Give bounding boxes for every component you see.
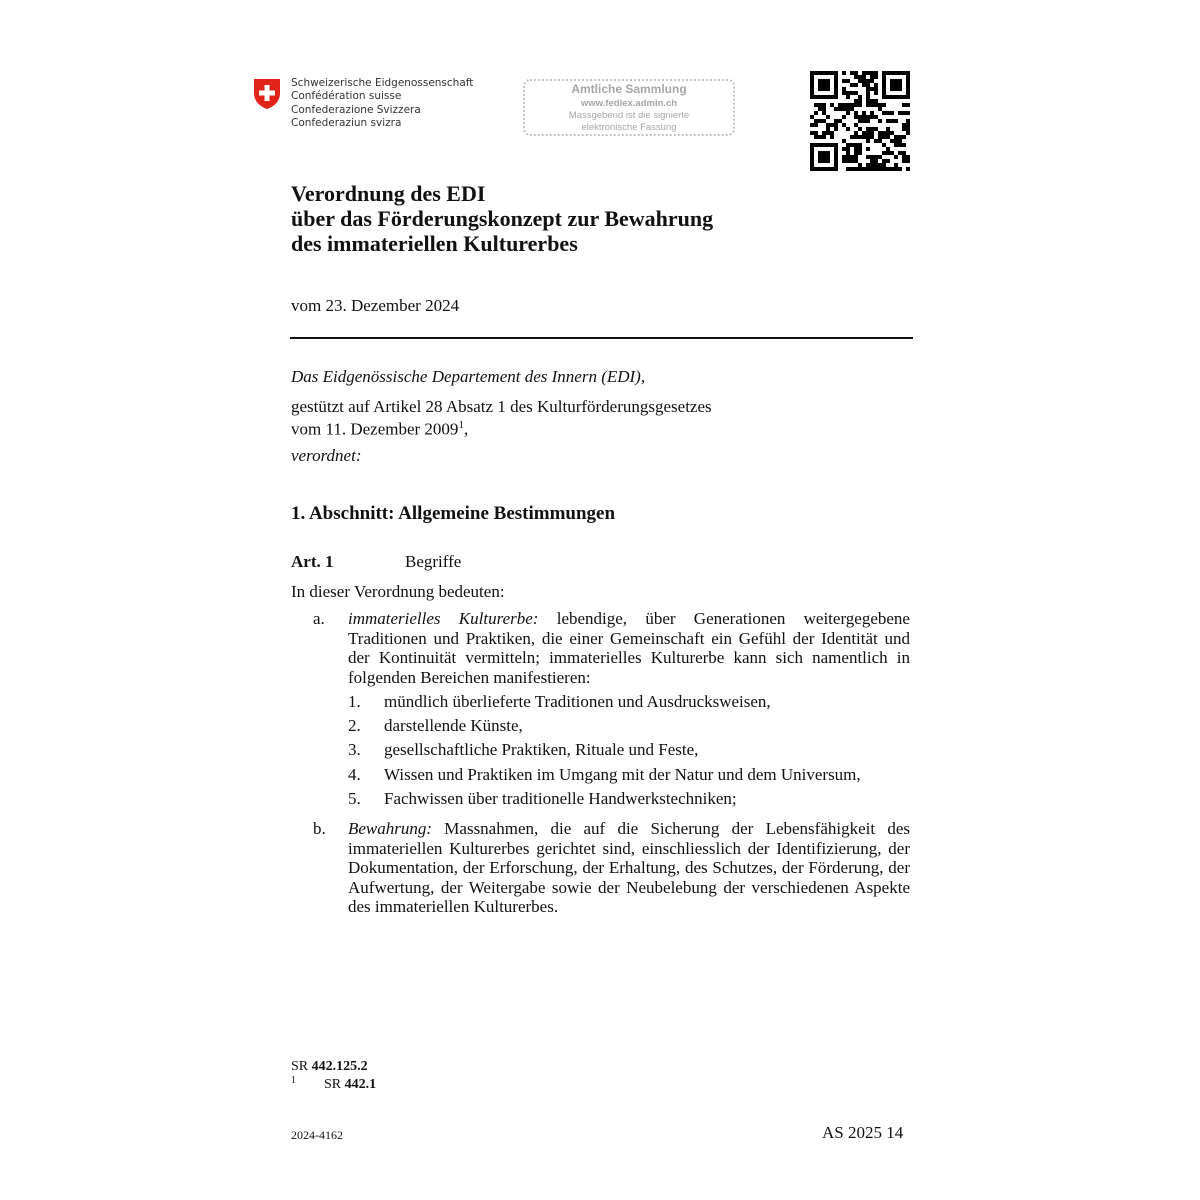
section-heading: 1. Abschnitt: Allgemeine Bestimmungen [291, 503, 616, 524]
stamp-url: www.fedlex.admin.ch [580, 98, 678, 109]
stamp-title: Amtliche Sammlung [571, 82, 687, 96]
confederation-line-it: Confederazione Svizzera [291, 103, 421, 116]
definition-text: lebendige, über Generationen weitergegebene Traditionen und Praktiken, die einer Gemeinschaft ein Gefühl der Identität und der Kontinuität vermitteln; immaterielles Kulturerbe kann sich namentlich in folgenden Bereichen manifestieren: [348, 609, 910, 687]
sub-item-5 [348, 789, 737, 809]
sub-item-text: darstellende Künste, [384, 716, 523, 735]
list-item-text [348, 819, 910, 917]
definition-text: Massnahmen, die auf die Sicherung der Lebensfähigkeit des immateriellen Kulturerbes gerichtet sind, einschliesslich der Identifizierung, der Dokumentation, der Erforschung, der Erhaltung, des Schutzes, der Förderung, der Aufwertung, der Weitergabe sowie der Neubelebung der verschiedenen Aspekte des immateriellen Kulturerbes. [348, 819, 910, 916]
title-line-1: Verordnung des EDI [291, 181, 486, 206]
list-item-a [313, 609, 910, 687]
document-id: 2024-4162 [291, 1128, 343, 1142]
sub-item-number: 2. [348, 716, 361, 735]
document-date: vom 23. Dezember 2024 [291, 296, 460, 315]
list-item-b [313, 819, 910, 917]
stamp-note-line2: elektronische Fassung [581, 122, 677, 133]
list-item-label: b. [313, 819, 326, 838]
footnote-prefix: SR [324, 1077, 342, 1092]
sub-item-text: gesellschaftliche Praktiken, Rituale und Feste, [384, 740, 699, 759]
sub-item-4 [348, 765, 861, 785]
article-heading [291, 552, 461, 572]
preamble-basis-line1: gestützt auf Artikel 28 Absatz 1 des Kulturförderungsgesetzes [291, 397, 712, 416]
preamble-basis-end: , [463, 419, 469, 439]
sub-item-text: Fachwissen über traditionelle Handwerkstechniken; [384, 789, 737, 808]
sub-item-number: 1. [348, 692, 361, 711]
confederation-line-de: Schweizerische Eidgenossenschaft [291, 77, 474, 89]
sub-item-3 [348, 740, 698, 760]
sub-item-number: 3. [348, 740, 361, 759]
definition-term: immaterielles Kulturerbe: [348, 609, 539, 628]
preamble-basis-line2 [291, 416, 911, 439]
list-item-text [348, 609, 910, 687]
definition-term: Bewahrung: [348, 819, 433, 838]
title-line-2: über das Förderungskonzept zur Bewahrung [291, 206, 714, 231]
footnote-1 [291, 1077, 376, 1093]
as-reference: AS 2025 14 [822, 1123, 904, 1142]
sub-item-2 [348, 716, 523, 736]
sub-item-1 [348, 692, 771, 712]
confederation-name-block [291, 77, 473, 131]
list-item-label: a. [313, 609, 325, 628]
confederation-line-fr: Confédération suisse [291, 90, 402, 103]
confederation-line-rm: Confederaziun svizra [291, 117, 402, 130]
swiss-coat-of-arms-icon [253, 78, 281, 110]
sub-item-text: Wissen und Praktiken im Umgang mit der Natur und dem Universum, [384, 765, 861, 784]
stamp-note-line1: Massgebend ist die signierte [568, 110, 690, 121]
sub-item-number: 4. [348, 765, 361, 784]
preamble-authority: Das Eidgenössische Departement des Innern (EDI), [291, 367, 646, 386]
footnote-value: 442.1 [344, 1077, 377, 1092]
sr-number [291, 1059, 368, 1075]
article-number: Art. 1 [291, 552, 334, 571]
official-collection-stamp [523, 79, 735, 136]
footnote-mark: 1 [291, 1075, 296, 1086]
preamble [291, 367, 911, 465]
footnote-ref-1[interactable]: 1 [458, 419, 464, 431]
sub-item-number: 5. [348, 789, 361, 808]
preamble-basis-date: vom 11. Dezember 2009 [291, 419, 459, 439]
qr-code-icon [810, 71, 910, 171]
article-intro: In dieser Verordnung bedeuten: [291, 582, 505, 601]
title-divider [290, 337, 913, 339]
sub-item-text: mündlich überlieferte Traditionen und Ausdrucksweisen, [384, 692, 771, 711]
article-title: Begriffe [405, 552, 462, 571]
sr-value: 442.125.2 [311, 1059, 368, 1074]
document-title [291, 181, 713, 256]
sr-prefix: SR [291, 1059, 309, 1074]
title-line-3: des immateriellen Kulturerbes [291, 231, 578, 256]
preamble-decree: verordnet: [291, 445, 362, 465]
